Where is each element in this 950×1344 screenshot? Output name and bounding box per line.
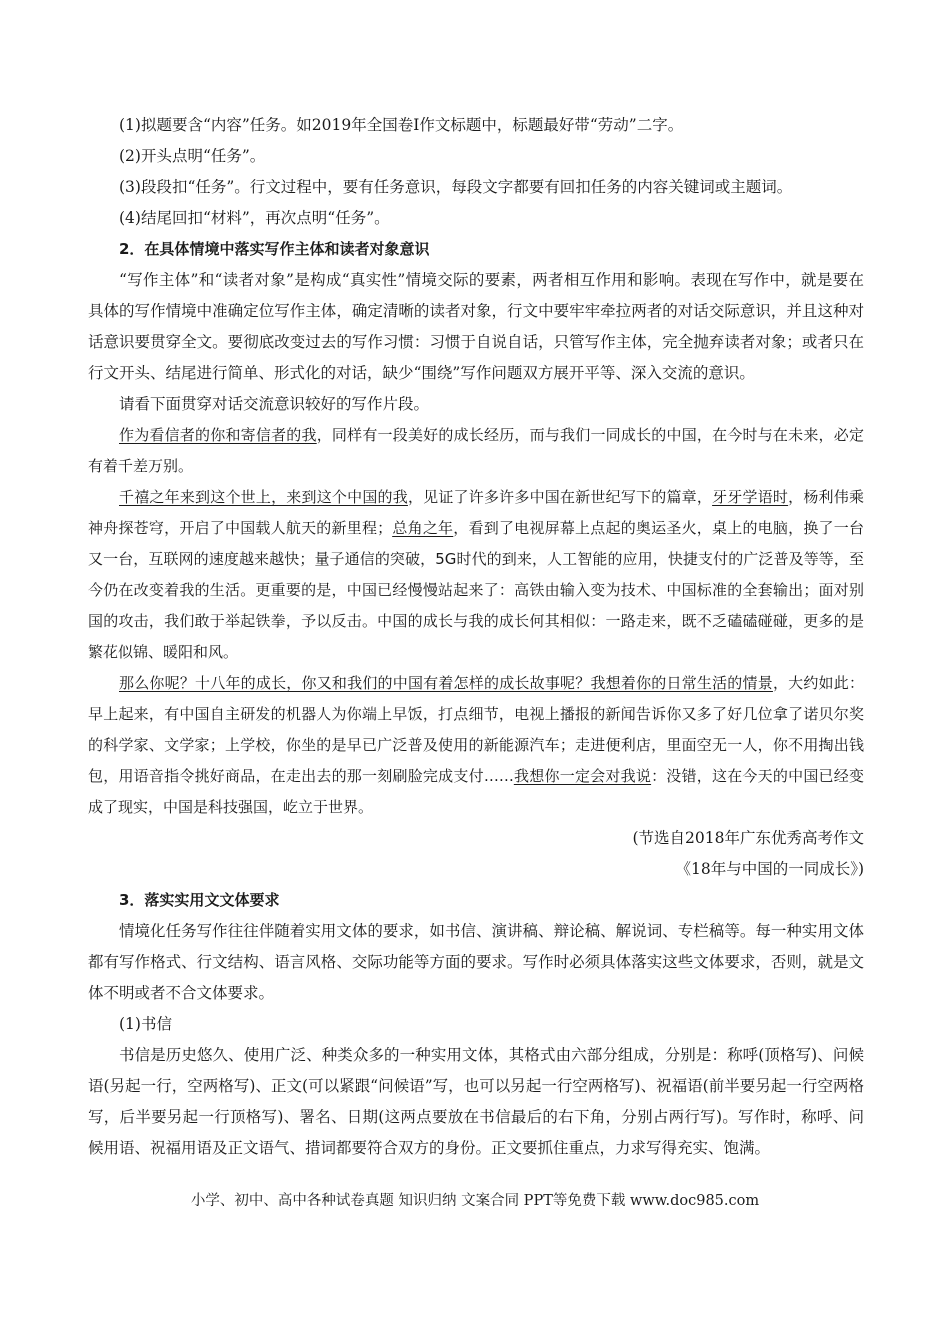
- underlined-phrase: 作为看信者的你和寄信者的我: [119, 426, 317, 444]
- underlined-phrase: 千禧之年来到这个世上，来到这个中国的我: [119, 488, 408, 506]
- list-item-ending-task: (4)结尾回扣“材料”，再次点明“任务”。: [119, 209, 390, 227]
- page-footer: 小学、初中、高中各种试卷真题 知识归纳 文案合同 PPT等免费下载 www.doc985.com: [190, 1193, 760, 1209]
- source-line-2: 《18年与中国的一同成长》): [675, 860, 864, 878]
- sample-paragraph-1: [88, 420, 864, 482]
- sample-text: ，看到了电视屏幕上点起的奥运圣火，桌上的电脑，换了一台又一台，互联网的速度越来越快；量子通信的突破，5G时代的到来，人工智能的应用，快捷支付的广泛普及等等，至今仍在改变着我的生活。更重要的是，中国已经慢慢站起来了：高铁由输入变为技术、中国标准的全套输出；面对别国的攻击，我们敢于举起铁拳，予以反击。中国的成长与我的成长何其相似：一路走来，既不乏磕磕碰碰，更多的是繁花似锦、暖阳和风。: [88, 519, 864, 661]
- sample-text: ，同样有一段美好的成长经历，而与我们一同成长的中国，在今时与在未来，必定有着千差万别。: [88, 426, 864, 475]
- section-3-paragraph: 情境化任务写作往往伴随着实用文体的要求，如书信、演讲稿、辩论稿、解说词、专栏稿等。每一种实用文体都有写作格式、行文结构、语言风格、交际功能等方面的要求。写作时必须具体落实这些文体要求，否则，就是文体不明或者不合文体要求。: [88, 922, 864, 1002]
- sample-text: ，大约如此：早上起来，有中国自主研发的机器人为你端上早饭，打点细节，电视上播报的新闻告诉你又多了好几位拿了诺贝尔奖的科学家、文学家；上学校，你坐的是早已广泛普及使用的新能源汽车；走进便利店，里面空无一人，你不用掏出钱包，用语音指令挑好商品，在走出去的那一刻刷脸完成支付……: [88, 674, 864, 785]
- sample-text: ：没错，这在今天的中国已经变成了现实，中国是科技强国，屹立于世界。: [88, 767, 864, 816]
- section-heading-2: 2．在具体情境中落实写作主体和读者对象意识: [119, 240, 430, 258]
- list-item-title-task: (1)拟题要含“内容”任务。如2019年全国卷Ⅰ作文标题中，标题最好带“劳动”二字。: [119, 116, 684, 134]
- sample-intro: 请看下面贯穿对话交流意识较好的写作片段。: [119, 395, 430, 413]
- list-item-paragraph-task: (3)段段扣“任务”。行文过程中，要有任务意识，每段文字都要有回扣任务的内容关键词或主题词。: [119, 178, 793, 196]
- source-line-1: (节选自2018年广东优秀高考作文: [632, 829, 864, 847]
- sample-paragraph-3: [88, 668, 864, 823]
- subheading-letter: (1)书信: [119, 1015, 172, 1033]
- list-item-opening-task: (2)开头点明“任务”。: [119, 147, 266, 165]
- sample-paragraph-2: [88, 482, 864, 668]
- letter-paragraph: 书信是历史悠久、使用广泛、种类众多的一种实用文体，其格式由六部分组成，分别是：称呼(顶格写)、问候语(另起一行，空两格写)、正文(可以紧跟“问候语”写，也可以另起一行空两格写)、祝福语(前半要另起一行空两格写，后半要另起一行顶格写)、署名、日期(这两点要放在书信最后的右下角，分别占两行写)。写作时，称呼、问候用语、祝福用语及正文语气、措词都要符合双方的身份。正文要抓住重点，力求写得充实、饱满。: [88, 1046, 864, 1157]
- underlined-phrase: 那么你呢？十八年的成长，你又和我们的中国有着怎样的成长故事呢？我想着你的日常生活的情景: [119, 674, 773, 692]
- page-content: [88, 110, 864, 1164]
- section-heading-3: 3．落实实用文文体要求: [119, 891, 280, 909]
- underlined-phrase: 牙牙学语时: [712, 488, 789, 506]
- sample-text: ，杨利伟乘神舟探苍穹，开启了中国载人航天的新里程；: [88, 488, 864, 537]
- section-2-paragraph: “写作主体”和“读者对象”是构成“真实性”情境交际的要素，两者相互作用和影响。表现在写作中，就是要在具体的写作情境中准确定位写作主体，确定清晰的读者对象，行文中要牢牢牵拉两者的对话交际意识，并且这种对话意识要贯穿全文。要彻底改变过去的写作习惯：习惯于自说自话，只管写作主体，完全抛弃读者对象；或者只在行文开头、结尾进行简单、形式化的对话，缺少“围绕”写作问题双方展开平等、深入交流的意识。: [88, 271, 864, 382]
- sample-text: ，见证了许多许多中国在新世纪写下的篇章，: [407, 488, 713, 506]
- underlined-phrase: 总角之年: [392, 519, 454, 537]
- underlined-phrase: 我想你一定会对我说: [513, 767, 652, 785]
